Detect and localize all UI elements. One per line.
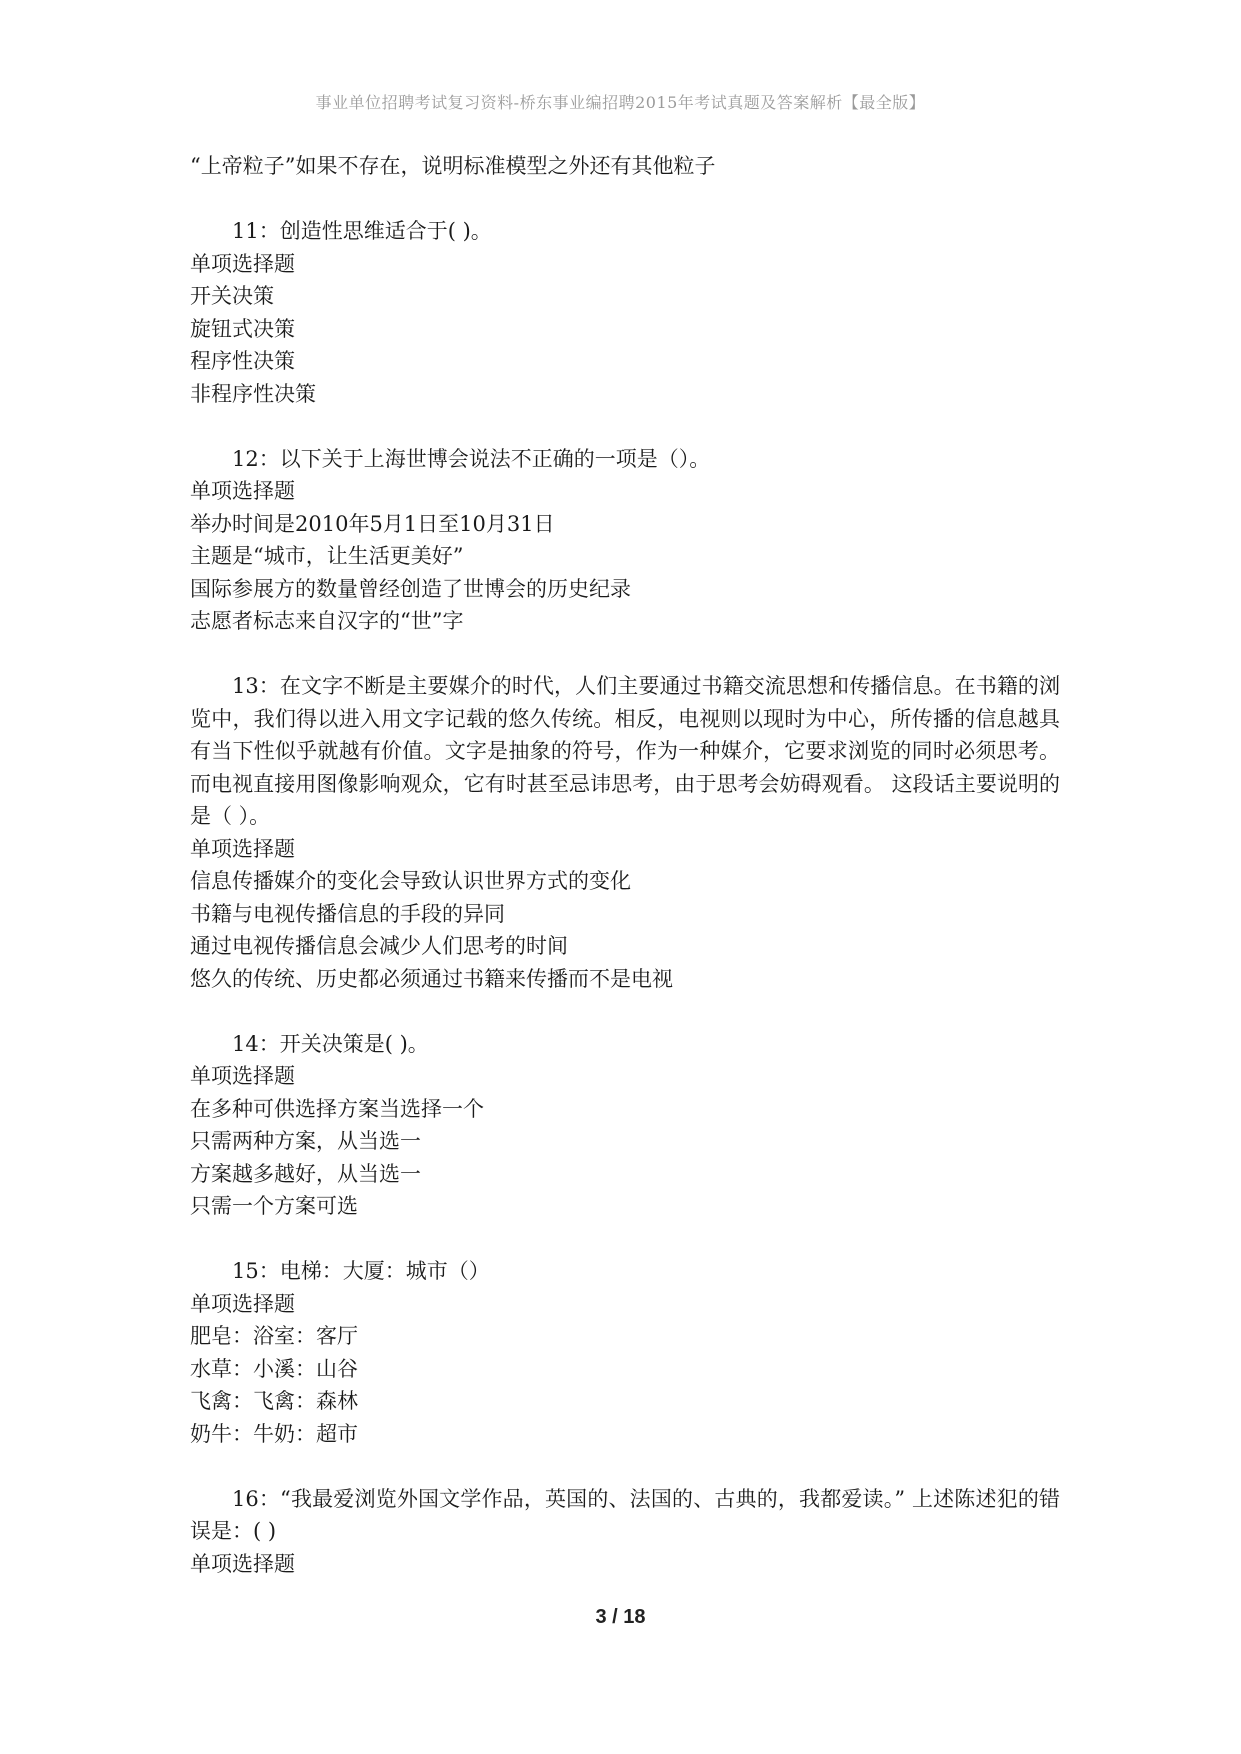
question-text: 13：在文字不断是主要媒介的时代，人们主要通过书籍交流思想和传播信息。在书籍的浏览中，我们得以进入用文字记载的悠久传统。相反，电视则以现时为中心，所传播的信息越具有当下性似乎就越有价值。文字是抽象的符号，作为一种媒介，它要求浏览的同时必须思考。而电视直接用图像影响观众，它有时甚至忌讳思考，由于思考会妨碍观看。 这段话主要说明的是（ ）。 bbox=[190, 674, 1060, 828]
question-type: 单项选择题 bbox=[190, 479, 295, 503]
option: 书籍与电视传播信息的手段的异同 bbox=[190, 901, 505, 926]
option: 通过电视传播信息会减少人们思考的时间 bbox=[190, 934, 568, 958]
question-text: 14：开关决策是( )。 bbox=[232, 1031, 429, 1056]
question-text: 11：创造性思维适合于( )。 bbox=[232, 219, 492, 243]
question-block bbox=[190, 215, 1060, 410]
option: 非程序性决策 bbox=[190, 381, 316, 406]
option: 在多种可供选择方案当选择一个 bbox=[190, 1096, 484, 1121]
option: 只需两种方案，从当选一 bbox=[190, 1129, 421, 1153]
question-type: 单项选择题 bbox=[190, 1291, 295, 1316]
question-block bbox=[190, 1483, 1060, 1581]
option: 水草：小溪：山谷 bbox=[190, 1356, 358, 1381]
option: 主题是“城市，让生活更美好” bbox=[190, 544, 464, 568]
question-text: 16：“我最爱浏览外国文学作品，英国的、法国的、古典的，我都爱读。” 上述陈述犯的错误是：( ) bbox=[190, 1486, 1060, 1543]
question-block bbox=[190, 670, 1060, 995]
option: 开关决策 bbox=[190, 284, 274, 308]
question-text: 15：电梯：大厦：城市（） bbox=[232, 1259, 490, 1283]
option: 旋钮式决策 bbox=[190, 316, 295, 341]
option: 程序性决策 bbox=[190, 349, 295, 373]
document-body bbox=[190, 150, 1060, 1580]
question-type: 单项选择题 bbox=[190, 1551, 295, 1576]
question-block bbox=[190, 443, 1060, 638]
option: 悠久的传统、历史都必须通过书籍来传播而不是电视 bbox=[190, 966, 673, 991]
question-text: 12：以下关于上海世博会说法不正确的一项是（）。 bbox=[232, 446, 711, 471]
option: 举办时间是2010年5月1日至10月31日 bbox=[190, 511, 555, 536]
option: 只需一个方案可选 bbox=[190, 1194, 358, 1218]
question-block bbox=[190, 1028, 1060, 1223]
document-header: 事业单位招聘考试复习资料-桥东事业编招聘2015年考试真题及答案解析【最全版】 bbox=[315, 93, 926, 112]
option: 国际参展方的数量曾经创造了世博会的历史纪录 bbox=[190, 576, 631, 601]
question-block bbox=[190, 1255, 1060, 1450]
option: 奶牛：牛奶：超市 bbox=[190, 1421, 358, 1446]
intro-line: “上帝粒子”如果不存在，说明标准模型之外还有其他粒子 bbox=[190, 154, 716, 178]
option: 方案越多越好，从当选一 bbox=[190, 1161, 421, 1186]
question-type: 单项选择题 bbox=[190, 251, 295, 276]
page-number: 3 / 18 bbox=[595, 1606, 646, 1628]
question-type: 单项选择题 bbox=[190, 1064, 295, 1088]
option: 志愿者标志来自汉字的“世”字 bbox=[190, 609, 464, 633]
option: 肥皂：浴室：客厅 bbox=[190, 1324, 358, 1348]
option: 信息传播媒介的变化会导致认识世界方式的变化 bbox=[190, 869, 631, 893]
option: 飞禽：飞禽：森林 bbox=[190, 1389, 358, 1413]
question-type: 单项选择题 bbox=[190, 836, 295, 861]
